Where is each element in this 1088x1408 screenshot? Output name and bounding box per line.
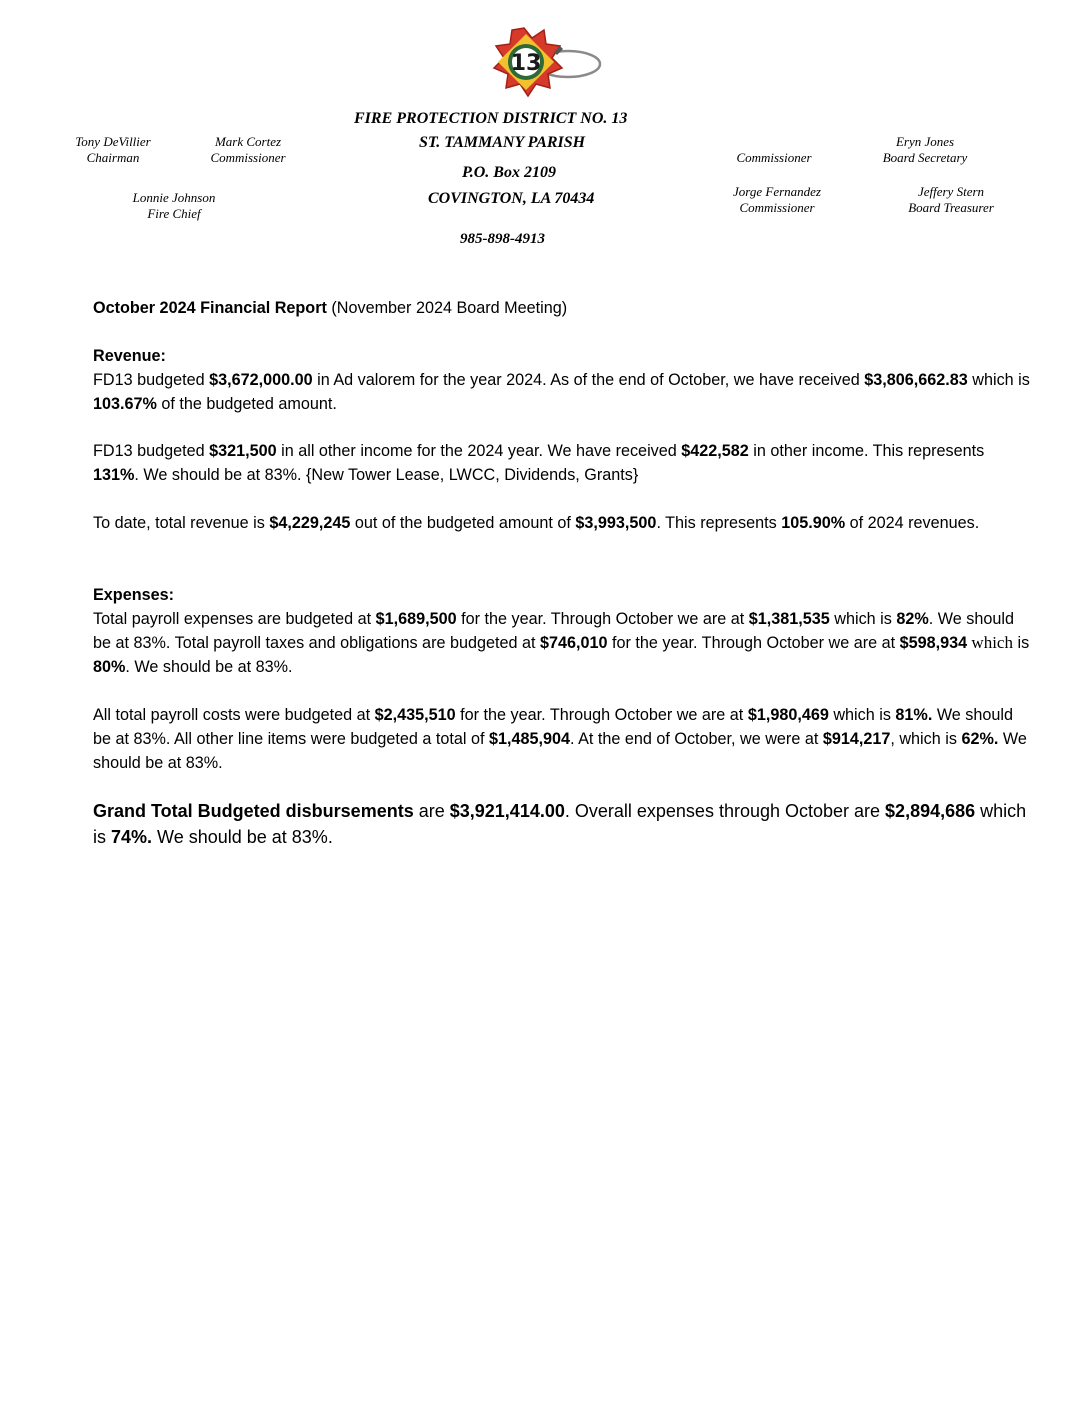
member-name: Mark Cortez — [214, 134, 282, 149]
report-title: October 2024 Financial Report — [93, 299, 327, 317]
revenue-heading: Revenue: — [93, 347, 166, 365]
member-name: Tony DeVillier — [75, 134, 151, 149]
phone-number: 985-898-4913 — [460, 231, 545, 247]
revenue-paragraph-1: FD13 budgeted $3,672,000.00 in Ad valorem for the year 2024. As of the end of October, we have received $3,806,662.83 which is 103.67% of the budgeted amount. — [93, 371, 1030, 413]
member-name: Eryn Jones — [895, 134, 955, 149]
member-title: Commissioner — [210, 150, 286, 165]
report-subtitle: (November 2024 Board Meeting) — [331, 299, 568, 317]
member-title: Board Secretary — [882, 150, 968, 165]
member-title: Board Treasurer — [908, 200, 994, 215]
district-logo — [484, 24, 604, 102]
city-address: COVINGTON, LA 70434 — [428, 190, 595, 207]
member-title: Chairman — [86, 150, 140, 165]
board-member-commissioner-left — [200, 134, 296, 166]
po-box: P.O. Box 2109 — [462, 164, 556, 181]
revenue-heading-block — [93, 344, 1033, 368]
board-member-commissioner-right-2 — [722, 184, 832, 216]
svg-text:13: 13 — [510, 51, 542, 76]
expenses-paragraph-2: All total payroll costs were budgeted at $2,435,510 for the year. Through October we are at $1,980,469 which is 81%. We should be at 83%. All other line items were budgeted a total of $1,485,904. At the end of October, we were at $914,217, which is 62%. We should be at 83%. — [93, 706, 1027, 772]
revenue-paragraph-2: FD13 budgeted $321,500 in all other income for the 2024 year. We have received $422,582 in other income. This represents 131%. We should be at 83%. {New Tower Lease, LWCC, Dividends, Grants} — [93, 442, 985, 484]
fire-badge-icon — [484, 24, 604, 102]
member-name: Jeffery Stern — [917, 184, 985, 199]
expenses-heading-block — [93, 583, 1033, 607]
member-title: Commissioner — [739, 200, 815, 215]
board-member-chairman — [68, 134, 158, 166]
board-member-secretary — [872, 134, 978, 166]
expenses-heading: Expenses: — [93, 586, 174, 604]
district-name: FIRE PROTECTION DISTRICT NO. 13 — [354, 110, 628, 127]
member-title: Commissioner — [736, 150, 812, 165]
board-member-fire-chief — [122, 190, 226, 222]
member-name: Lonnie Johnson — [132, 190, 216, 205]
board-member-treasurer — [896, 184, 1006, 216]
member-name: Jorge Fernandez — [733, 184, 821, 199]
revenue-paragraph-3: To date, total revenue is $4,229,245 out of the budgeted amount of $3,993,500. This represents 105.90% of 2024 revenues. — [93, 514, 980, 532]
expenses-paragraph-1: Total payroll expenses are budgeted at $1,689,500 for the year. Through October we are at $1,381,535 which is 82%. We should be at 83%. Total payroll taxes and obligations are budgeted at $746,010 for the year. Through October we are at $598,934 which is 80%. We should be at 83%. — [93, 610, 1030, 676]
parish-name: ST. TAMMANY PARISH — [419, 134, 586, 151]
member-title: Fire Chief — [147, 206, 201, 221]
report-title-line — [93, 296, 1033, 320]
grand-total-paragraph: Grand Total Budgeted disbursements are $3,921,414.00. Overall expenses through October are $2,894,686 which is 74%. We should be at 83%. — [93, 801, 1027, 847]
board-member-commissioner-right-1 — [724, 150, 824, 166]
